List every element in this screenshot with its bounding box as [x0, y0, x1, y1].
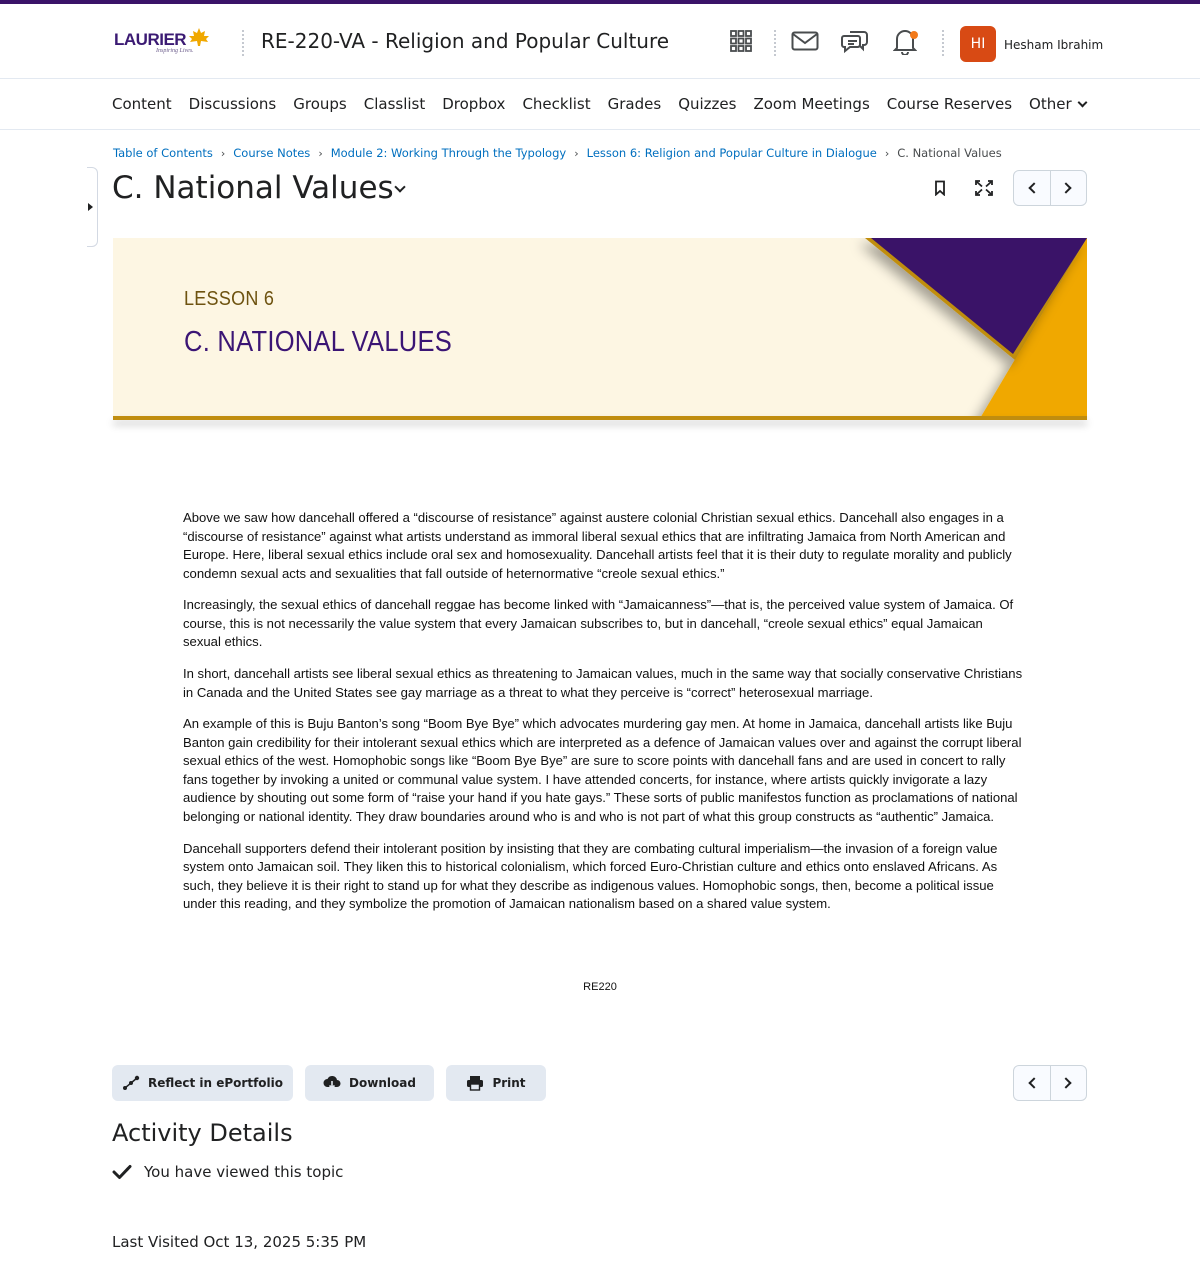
- checkmark-icon: [112, 1164, 132, 1180]
- download-label: Download: [349, 1076, 416, 1090]
- avatar[interactable]: HI: [960, 26, 996, 62]
- breadcrumb-lesson-6[interactable]: Lesson 6: Religion and Popular Culture in Dialogue: [586, 146, 877, 160]
- eportfolio-icon: [122, 1075, 140, 1091]
- chevron-right-icon: [1061, 1077, 1072, 1088]
- chevron-right-icon: [1061, 182, 1072, 193]
- last-visited: Last Visited Oct 13, 2025 5:35 PM: [112, 1233, 367, 1251]
- previous-topic-button[interactable]: [1014, 171, 1050, 205]
- cloud-download-icon: [323, 1075, 341, 1091]
- header-separator: [774, 30, 776, 56]
- lesson-title: C. NATIONAL VALUES: [184, 326, 453, 358]
- nav-item-discussions[interactable]: Discussions: [188, 95, 277, 113]
- laurier-logo[interactable]: [114, 28, 214, 60]
- print-button[interactable]: [446, 1065, 546, 1101]
- nav-item-other[interactable]: [1029, 95, 1086, 113]
- nav-item-classlist[interactable]: Classlist: [363, 95, 426, 113]
- course-nav: [0, 80, 1200, 130]
- banner-bottom-rule: [113, 416, 1087, 420]
- print-label: Print: [492, 1076, 526, 1090]
- course-code-footer: RE220: [583, 981, 617, 993]
- nav-item-other-label: Other: [1029, 95, 1072, 113]
- nav-item-dropbox[interactable]: Dropbox: [442, 95, 506, 113]
- caret-right-icon: [88, 203, 93, 211]
- viewed-status: [112, 1163, 343, 1181]
- breadcrumb-table-of-contents[interactable]: Table of Contents: [113, 146, 213, 160]
- breadcrumb: [113, 146, 1002, 160]
- nav-item-content[interactable]: Content: [112, 95, 172, 113]
- title-dropdown-chevron-icon[interactable]: [394, 181, 405, 192]
- topic-content: [183, 509, 1023, 927]
- content-paragraph: Above we saw how dancehall offered a “discourse of resistance” against austere colonial Christian sexual ethics. Dancehall also engages in a “discourse of resistance” against what artists understand as immoral liberal sexual ethics that are infiltrating Jamaica from North American and Europe. Here, liberal sexual ethics include oral sex and homosexuality. Dancehall artists feel that it is their duty to regulate morality and publicly condemn sexual acts and sexualities that fall outside of heternormative “creole sexual ethics.”: [183, 510, 1012, 581]
- lesson-label: LESSON 6: [184, 288, 275, 310]
- page-title: C. National Values: [112, 170, 394, 206]
- logo-tagline: Inspiring Lives.: [156, 48, 194, 54]
- chevron-left-icon: [1028, 182, 1039, 193]
- content-paragraph: Increasingly, the sexual ethics of dancehall reggae has become linked with “Jamaicanness”—that is, the perceived value system of Jamaica. Of course, this is not necessarily the value system that every Jamaican subscribes to, but in dancehall, “creole sexual ethics” equal Jamaican sexual ethics.: [183, 597, 1014, 650]
- notification-dot: [910, 31, 918, 39]
- viewed-text: You have viewed this topic: [144, 1163, 344, 1181]
- chevron-down-icon: [1077, 97, 1087, 107]
- activity-details-heading: Activity Details: [112, 1119, 293, 1147]
- breadcrumb-course-notes[interactable]: Course Notes: [233, 146, 311, 160]
- topic-pager-bottom: [1013, 1065, 1087, 1101]
- nav-item-course-reserves[interactable]: Course Reserves: [886, 95, 1013, 113]
- chevron-right-icon: ›: [220, 146, 226, 160]
- nav-item-groups[interactable]: Groups: [293, 95, 347, 113]
- content-paragraph: Dancehall supporters defend their intolerant position by insisting that they are combating cultural imperialism—the invasion of a foreign value system onto Jamaican soil. They liken this to historical colonialism, which forced Euro-Christian culture and ethics onto enslaved Africans. As such, they believe it is their right to stand up for what they describe as indigenous values. Homophobic songs, then, become a political issue under this reading, and they symbolize the promotion of Jamaican nationalism based on a shared value system.: [183, 840, 998, 912]
- reflect-eportfolio-button[interactable]: [112, 1065, 293, 1101]
- user-name[interactable]: Hesham Ibrahim: [1004, 38, 1104, 52]
- header: [0, 4, 1200, 79]
- side-panel-toggle[interactable]: [87, 167, 98, 247]
- breadcrumb-current: C. National Values: [897, 146, 1002, 160]
- header-separator: [242, 30, 244, 56]
- fullscreen-icon[interactable]: [975, 180, 993, 196]
- content-paragraph: In short, dancehall artists see liberal sexual ethics as threatening to Jamaican values, much in the same way that socially conservative Christians in Canada and the United States see gay marriage as a threat to what they perceive is “correct” heterosexual marriage.: [183, 666, 1023, 700]
- next-topic-button[interactable]: [1050, 171, 1086, 205]
- breadcrumb-module-2[interactable]: Module 2: Working Through the Typology: [330, 146, 567, 160]
- chevron-left-icon: [1028, 1077, 1039, 1088]
- maple-leaf-icon: [188, 28, 210, 48]
- topic-pager-top: [1013, 170, 1087, 206]
- download-button[interactable]: [305, 1065, 434, 1101]
- lesson-banner: [113, 238, 1087, 420]
- course-title[interactable]: RE-220-VA - Religion and Popular Culture: [261, 29, 670, 53]
- nav-item-grades[interactable]: Grades: [607, 95, 662, 113]
- chat-icon[interactable]: [840, 26, 870, 56]
- previous-topic-button[interactable]: [1014, 1066, 1050, 1100]
- header-separator: [942, 30, 944, 56]
- nav-item-quizzes[interactable]: Quizzes: [678, 95, 737, 113]
- bookmark-icon[interactable]: [933, 180, 947, 196]
- printer-icon: [466, 1075, 484, 1091]
- next-topic-button[interactable]: [1050, 1066, 1086, 1100]
- logo-text: LAURIER: [114, 30, 187, 49]
- waffle-icon[interactable]: [726, 26, 756, 56]
- nav-item-checklist[interactable]: Checklist: [522, 95, 591, 113]
- chevron-right-icon: ›: [318, 146, 323, 160]
- content-paragraph: An example of this is Buju Banton’s song “Boom Bye Bye” which advocates murdering gay men. At home in Jamaica, dancehall artists like Buju Banton gain credibility for their intolerant sexual ethics which are interpreted as a defence of Jamaican values over and against the corrupt liberal sexual ethics of the west. Homophobic songs like “Boom Bye Bye” are sure to score points with dancehall fans and are used in concert to rally fans together by invoking a united or communal value system. I have attended concerts, for instance, where artists quickly invigorate a lazy audience by shouting out some form of “raise your hand if you hate gays.” These sorts of public manifestos function as proclamations of national belonging or national identity. They draw boundaries around who is and who is not part of what this group constructs as “authentic” Jamaica.: [183, 716, 1022, 824]
- chevron-right-icon: ›: [574, 146, 579, 160]
- mail-icon[interactable]: [790, 26, 820, 56]
- nav-item-zoom-meetings[interactable]: Zoom Meetings: [753, 95, 870, 113]
- chevron-right-icon: ›: [884, 146, 890, 160]
- reflect-label: Reflect in ePortfolio: [147, 1076, 284, 1090]
